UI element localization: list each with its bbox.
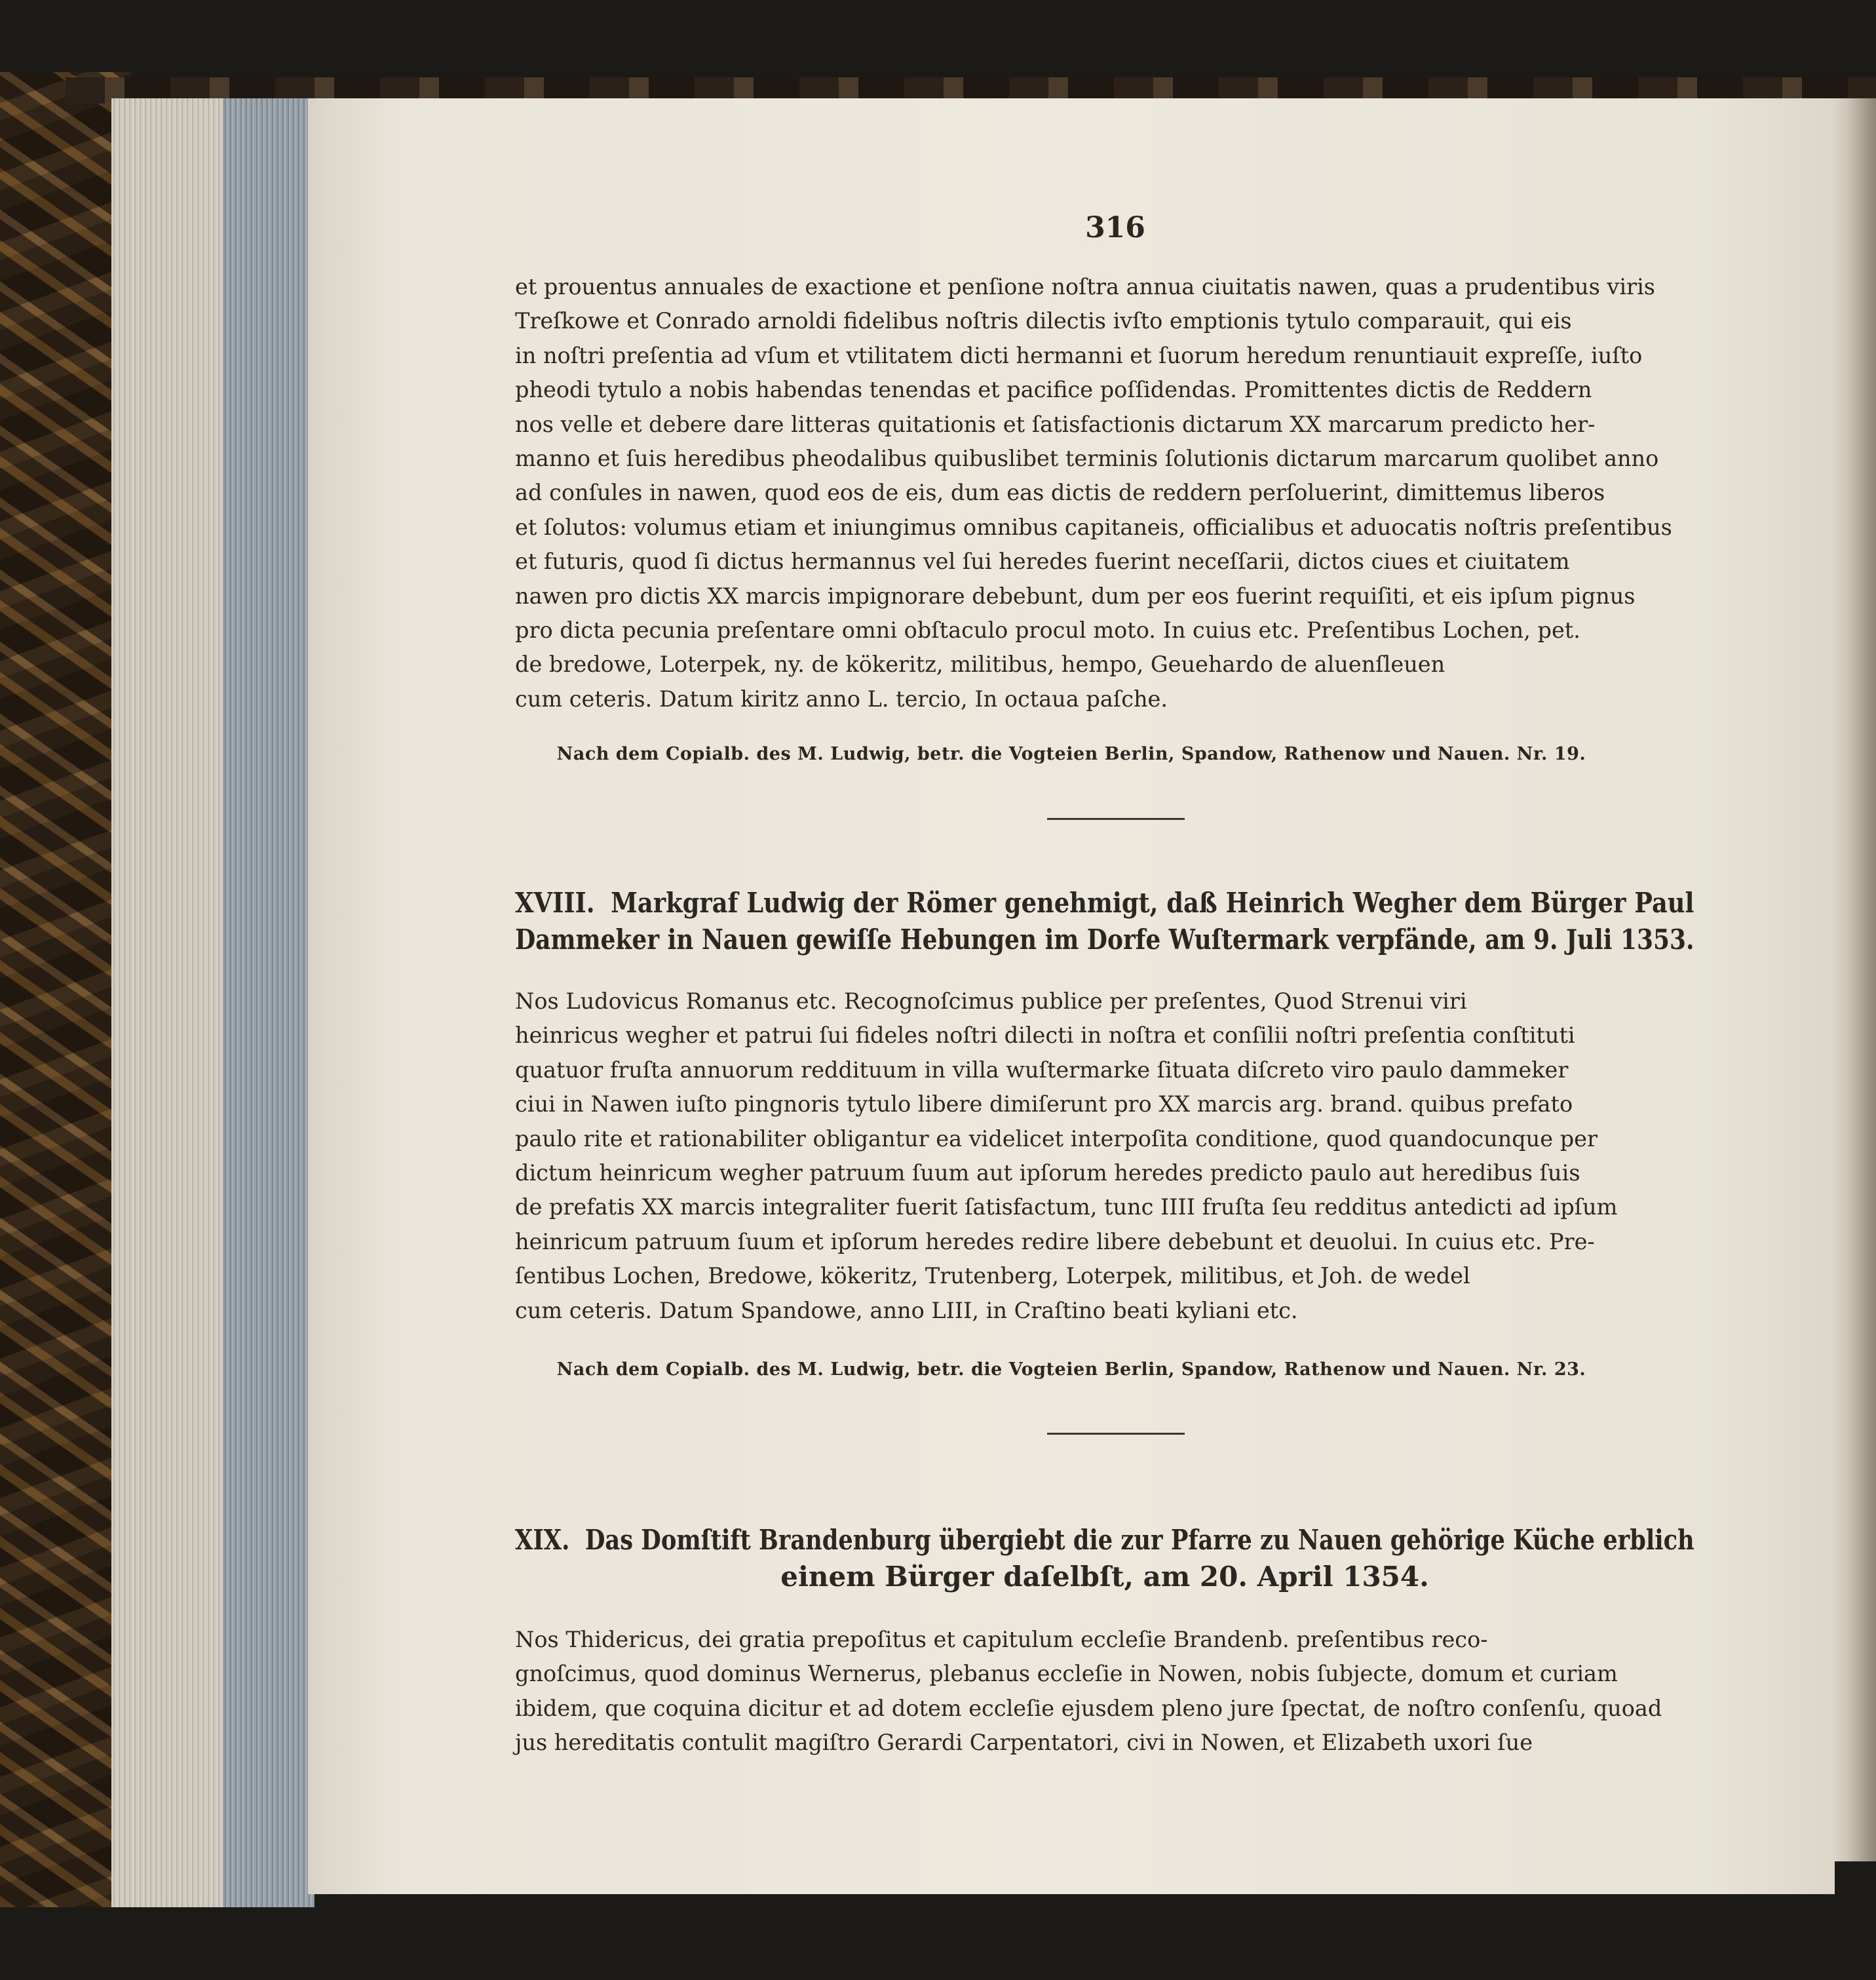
text-line: pro dicta pecunia preſentare omni obſtaculo procul moto. In cuius etc. Preſentibus Lochen, pet. bbox=[515, 617, 1580, 644]
text-line: ibidem, que coquina dicitur et ad dotem eccleſie ejusdem pleno jure ſpectat, de noſtro conſenſu, quoad bbox=[515, 1695, 1662, 1721]
text-line: cum ceteris. Datum kiritz anno L. tercio, In octaua paſche. bbox=[515, 686, 1168, 712]
text-line: in noſtri preſentia ad vſum et vtilitatem dicti hermanni et ſuorum heredum renuntiauit expreſſe, iuſto bbox=[515, 342, 1643, 368]
text-line: et ſolutos: volumus etiam et iniungimus omnibus capitaneis, officialibus et aduocatis noſtris preſentibus bbox=[515, 514, 1672, 540]
text-line: de prefatis XX marcis integraliter fuerit ſatisfactum, tunc IIII fruſta ſeu redditus antedicti ad ipſum bbox=[515, 1194, 1618, 1220]
heading-line: Dammeker in Nauen gewiſſe Hebungen im Dorfe Wuſtermark verpfände, am 9. Juli 1353. bbox=[515, 923, 1694, 956]
section-number: XIX. bbox=[515, 1524, 570, 1556]
section-number: XVIII. bbox=[515, 887, 595, 919]
heading-line: Das Domſtift Brandenburg übergiebt die zur Pfarre zu Nauen gehörige Küche erblich bbox=[584, 1524, 1694, 1556]
source-note-2: Nach dem Copialb. des M. Ludwig, betr. die Vogteien Berlin, Spandow, Rathenow und Nauen. Nr. 23. bbox=[556, 1359, 1586, 1380]
text-line: Nos Ludovicus Romanus etc. Recognoſcimus publice per preſentes, Quod Strenui viri bbox=[515, 988, 1467, 1014]
text-line: ad conſules in nawen, quod eos de eis, dum eas dictis de reddern perſoluerint, dimittemus liberos bbox=[515, 480, 1605, 506]
text-line: dictum heinricum wegher patruum ſuum aut ipſorum heredes predicto paulo aut heredibus ſuis bbox=[515, 1160, 1580, 1186]
facing-page-edge bbox=[1828, 98, 1876, 1861]
text-line: quatuor fruſta annuorum reddituum in villa wuſtermarke ſituata diſcreto viro paulo dammeker bbox=[515, 1057, 1569, 1083]
text-line: nos velle et debere dare litteras quitationis et ſatisfactionis dictarum XX marcarum predicto her- bbox=[515, 411, 1596, 437]
text-line: ciui in Nawen iuſto pingnoris tytulo libere dimiſerunt pro XX marcis arg. brand. quibus prefato bbox=[515, 1091, 1573, 1117]
text-line: ſentibus Lochen, Bredowe, kökeritz, Trutenberg, Loterpek, militibus, et Joh. de wedel bbox=[515, 1263, 1470, 1289]
text-line: Nos Thidericus, dei gratia prepoſitus et capitulum eccleſie Brandenb. preſentibus reco- bbox=[515, 1627, 1488, 1652]
text-line: gnoſcimus, quod dominus Wernerus, plebanus eccleſie in Nowen, nobis ſubjecte, domum et curiam bbox=[515, 1661, 1618, 1687]
book-page bbox=[308, 98, 1835, 1894]
text-line: et futuris, quod ſi dictus hermannus vel ſui heredes fuerint neceſſarii, dictos ciues et ciuitatem bbox=[515, 549, 1570, 575]
text-line: nawen pro dictis XX marcis impignorare debebunt, dum per eos fuerint requiſiti, et eis ipſum pignus bbox=[515, 583, 1636, 609]
text-line: cum ceteris. Datum Spandowe, anno LIII, in Craſtino beati kyliani etc. bbox=[515, 1297, 1298, 1323]
text-line: et prouentus annuales de exactione et penſione noſtra annua ciuitatis nawen, quas a prudentibus viris bbox=[515, 274, 1655, 300]
document-paragraph-3 bbox=[515, 1623, 1694, 1760]
page-number: 316 bbox=[1085, 211, 1145, 244]
heading-line: Markgraf Ludwig der Römer genehmigt, daß Heinrich Wegher dem Bürger Paul bbox=[611, 887, 1694, 919]
text-line: manno et ſuis heredibus pheodalibus quibuslibet terminis ſolutionis dictarum marcarum quolibet anno bbox=[515, 446, 1659, 472]
text-line: de bredowe, Loterpek, ny. de kökeritz, militibus, hempo, Geuehardo de aluenſleuen bbox=[515, 651, 1445, 678]
text-line: heinricus wegher et patrui ſui fideles noſtri dilecti in noſtra et conſilii noſtri preſentia conſtituti bbox=[515, 1022, 1575, 1049]
text-line: heinricum patruum ſuum et ipſorum heredes redire libere debebunt et deuolui. In cuius etc. Pre- bbox=[515, 1228, 1595, 1254]
section-divider bbox=[1047, 818, 1185, 820]
source-note-1: Nach dem Copialb. des M. Ludwig, betr. die Vogteien Berlin, Spandow, Rathenow und Nauen. Nr. 19. bbox=[556, 744, 1586, 764]
heading-line: einem Bürger daſelbſt, am 20. April 1354. bbox=[780, 1561, 1429, 1593]
text-line: paulo rite et rationabiliter obligantur ea videlicet interpoſita conditione, quod quandocunque per bbox=[515, 1125, 1598, 1152]
section-heading-xviii bbox=[515, 885, 1694, 958]
text-line: pheodi tytulo a nobis habendas tenendas et pacifice poſſidendas. Promittentes dictis de Reddern bbox=[515, 377, 1592, 403]
text-line: jus hereditatis contulit magiſtro Gerardi Carpentatori, civi in Nowen, et Elizabeth uxori ſue bbox=[515, 1730, 1533, 1756]
page-block-edges bbox=[111, 98, 315, 1907]
section-heading-xix bbox=[515, 1522, 1694, 1595]
section-divider bbox=[1047, 1433, 1185, 1435]
document-paragraph-1 bbox=[515, 270, 1694, 716]
text-line: Treſkowe et Conrado arnoldi fidelibus noſtris dilectis ivſto emptionis tytulo comparauit, qui eis bbox=[515, 308, 1572, 334]
document-paragraph-2 bbox=[515, 984, 1694, 1328]
